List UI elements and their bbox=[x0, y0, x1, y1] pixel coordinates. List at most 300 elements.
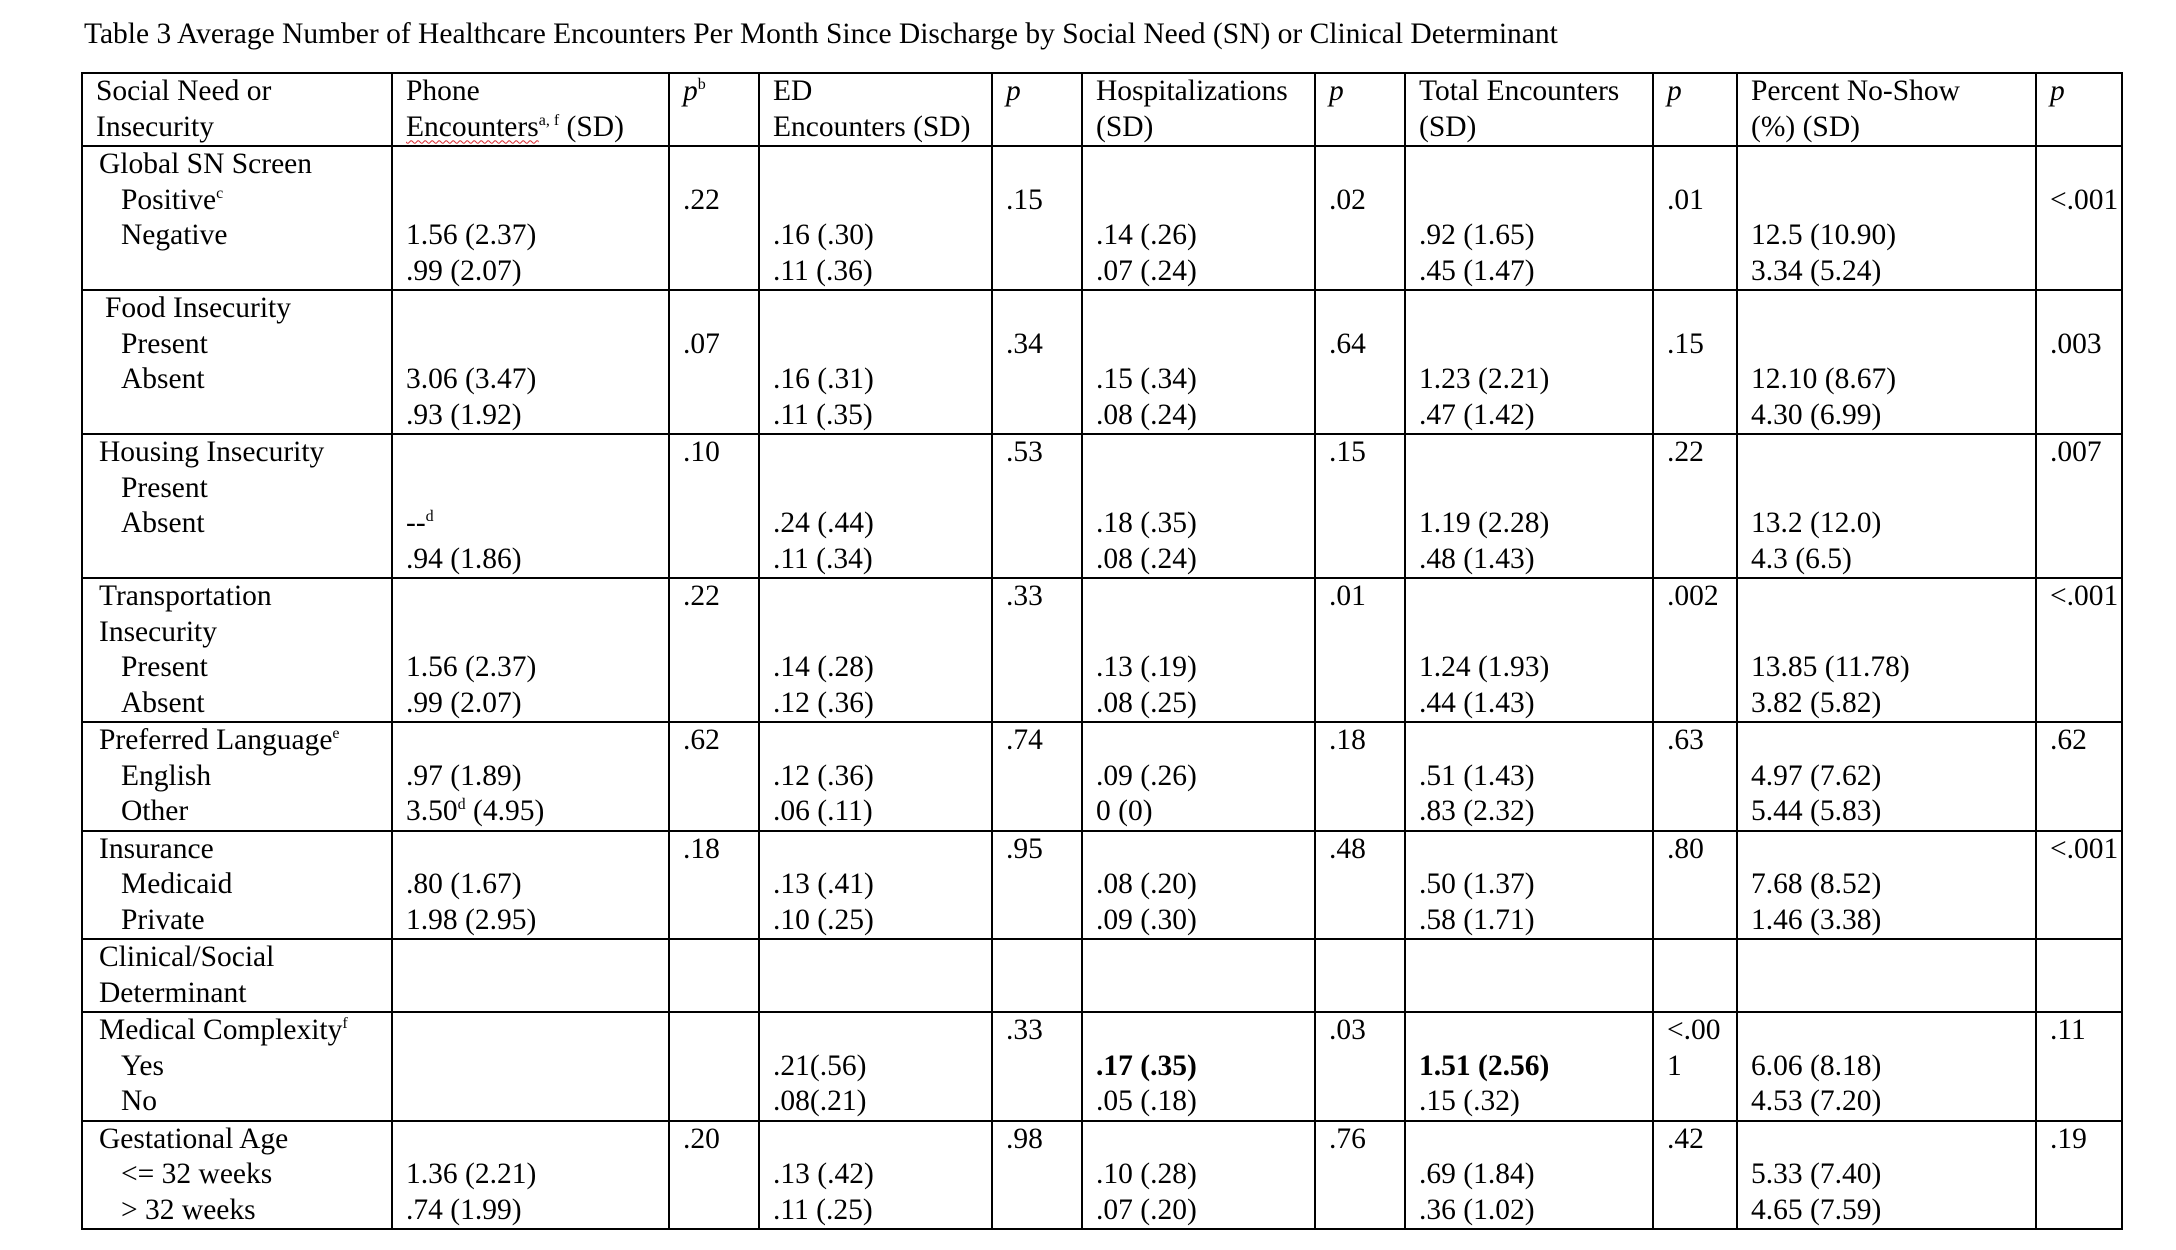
table-caption: Table 3 Average Number of Healthcare Encounters Per Month Since Discharge by Social Need (SN) or Clinical Determinant bbox=[84, 18, 1558, 50]
total-encounters-cell bbox=[1405, 1121, 1653, 1230]
cell-value bbox=[406, 794, 668, 830]
table-row bbox=[82, 434, 2122, 578]
cell-value bbox=[1096, 435, 1314, 471]
row-label-cell bbox=[82, 434, 392, 578]
table-row bbox=[82, 831, 2122, 940]
hospitalizations-cell bbox=[1082, 939, 1315, 1012]
cell-value: .99 (2.07) bbox=[406, 686, 522, 719]
table-row bbox=[82, 1121, 2122, 1230]
p-hosp-cell bbox=[1315, 722, 1405, 831]
p-ed-cell bbox=[992, 290, 1082, 434]
cell-value bbox=[1751, 832, 2035, 868]
cell-value bbox=[1096, 147, 1314, 183]
row-label-line bbox=[83, 327, 391, 363]
p-total-cell bbox=[1653, 939, 1737, 1012]
p-hosp-cell bbox=[1315, 434, 1405, 578]
cell-value: .94 (1.86) bbox=[406, 542, 522, 575]
cell-value: .74 (1.99) bbox=[406, 1193, 522, 1226]
cell-value bbox=[406, 615, 668, 651]
cell-value: <.001 bbox=[2050, 832, 2119, 865]
header-p-phone: $p^b$ bbox=[669, 73, 759, 146]
cell-value bbox=[1096, 471, 1314, 507]
cell-value: .11 (.34) bbox=[773, 542, 873, 575]
cell-value bbox=[406, 147, 668, 183]
cell-value: .08(.21) bbox=[773, 1085, 867, 1117]
row-label-cell bbox=[82, 722, 392, 831]
cell-value: .11 (.35) bbox=[773, 398, 873, 431]
cell-value: .07 (.24) bbox=[1096, 254, 1197, 287]
cell-value: .50 (1.37) bbox=[1419, 868, 1535, 900]
row-label-text: Medicaid bbox=[121, 868, 233, 900]
cell-value: 1.98 (2.95) bbox=[406, 903, 537, 936]
cell-value bbox=[773, 183, 991, 219]
cell-value: .22 bbox=[683, 183, 720, 216]
ed-encounters-cell bbox=[759, 722, 992, 831]
p-hosp-cell bbox=[1315, 146, 1405, 290]
cell-value: 1.24 (1.93) bbox=[1419, 651, 1550, 683]
row-label-line bbox=[83, 615, 391, 651]
row-label-cell bbox=[82, 1121, 392, 1230]
cell-value: .24 (.44) bbox=[773, 507, 874, 539]
cell-value bbox=[1667, 147, 1736, 183]
ed-encounters-cell bbox=[759, 434, 992, 578]
percent-no-show-cell bbox=[1737, 434, 2036, 578]
cell-value: .44 (1.43) bbox=[1419, 686, 1535, 719]
cell-value: .08 (.25) bbox=[1096, 686, 1197, 719]
cell-value: .13 (.41) bbox=[773, 868, 874, 900]
cell-value: .20 bbox=[683, 1122, 720, 1155]
p-no-show-cell bbox=[2036, 146, 2122, 290]
cell-value: .18 (.35) bbox=[1096, 507, 1197, 539]
table-row bbox=[82, 722, 2122, 831]
cell-value bbox=[1419, 615, 1652, 651]
p-total-cell bbox=[1653, 722, 1737, 831]
cell-value: 3.06 (3.47) bbox=[406, 363, 537, 395]
row-label-text: Yes bbox=[121, 1049, 164, 1082]
p-ed-cell bbox=[992, 146, 1082, 290]
cell-value: .64 bbox=[1329, 327, 1366, 360]
cell-value bbox=[1419, 435, 1652, 471]
p-hosp-cell bbox=[1315, 831, 1405, 940]
header-p-hosp: p bbox=[1315, 73, 1405, 146]
p-no-show-cell bbox=[2036, 831, 2122, 940]
header-total-encounters: Total Encounters (SD) bbox=[1405, 73, 1653, 146]
cell-value: .12 (.36) bbox=[773, 686, 874, 719]
cell-value bbox=[2050, 147, 2121, 183]
total-encounters-cell bbox=[1405, 1012, 1653, 1121]
row-label-line bbox=[83, 759, 391, 795]
phone-encounters-cell bbox=[392, 1012, 669, 1121]
cell-value: 4.97 (7.62) bbox=[1751, 759, 1882, 792]
cell-value: 4.65 (7.59) bbox=[1751, 1193, 1882, 1226]
cell-value: .99 (2.07) bbox=[406, 254, 522, 287]
ed-encounters-cell bbox=[759, 1121, 992, 1230]
cell-value bbox=[1419, 579, 1652, 615]
cell-value: .21(.56) bbox=[773, 1049, 867, 1082]
cell-value bbox=[1751, 1013, 2035, 1049]
row-label-line bbox=[83, 579, 391, 615]
cell-value bbox=[1751, 327, 2035, 363]
percent-no-show-cell bbox=[1737, 831, 2036, 940]
cell-value: .02 bbox=[1329, 183, 1366, 216]
row-label-cell bbox=[82, 1012, 392, 1121]
row-label-text: Other bbox=[121, 795, 189, 827]
row-label-text: Gestational Age bbox=[99, 1122, 289, 1155]
cell-value: .33 bbox=[1006, 1014, 1043, 1046]
header-p-total: p bbox=[1653, 73, 1737, 146]
row-label-text: Present bbox=[121, 471, 208, 504]
p-ed-cell bbox=[992, 722, 1082, 831]
cell-value: .74 bbox=[1006, 724, 1043, 756]
cell-value bbox=[2050, 291, 2121, 327]
cell-value: 1.36 (2.21) bbox=[406, 1158, 537, 1190]
row-label-line bbox=[83, 183, 391, 219]
cell-value bbox=[1751, 435, 2035, 471]
p-phone-cell bbox=[669, 1121, 759, 1230]
row-label-cell bbox=[82, 290, 392, 434]
row-label-text: Present bbox=[121, 651, 208, 683]
cell-value bbox=[1096, 579, 1314, 615]
cell-value: 1 bbox=[1667, 1049, 1682, 1082]
hospitalizations-cell bbox=[1082, 722, 1315, 831]
cell-value: 12.5 (10.90) bbox=[1751, 219, 1897, 251]
cell-value: 1.56 (2.37) bbox=[406, 219, 537, 251]
p-ed-cell bbox=[992, 434, 1082, 578]
cell-value: .13 (.42) bbox=[773, 1158, 874, 1190]
row-label-cell bbox=[82, 146, 392, 290]
percent-no-show-cell bbox=[1737, 1121, 2036, 1230]
header-row bbox=[82, 73, 2122, 146]
row-label-line bbox=[83, 291, 391, 327]
header-p-no-show: p bbox=[2036, 73, 2122, 146]
cell-value: .003 bbox=[2050, 327, 2102, 360]
ed-encounters-cell bbox=[759, 831, 992, 940]
percent-no-show-cell bbox=[1737, 1012, 2036, 1121]
cell-value-text: -- bbox=[406, 507, 426, 539]
cell-value: .07 bbox=[683, 327, 720, 360]
cell-value bbox=[1096, 832, 1314, 868]
ed-encounters-cell bbox=[759, 939, 992, 1012]
row-label-line bbox=[83, 1049, 391, 1085]
table-row bbox=[82, 290, 2122, 434]
p-total-cell bbox=[1653, 1012, 1737, 1121]
hospitalizations-cell bbox=[1082, 578, 1315, 722]
cell-value bbox=[773, 1122, 991, 1158]
cell-value: 4.3 (6.5) bbox=[1751, 542, 1852, 575]
row-label-line bbox=[83, 1084, 391, 1120]
cell-value: .18 bbox=[683, 832, 720, 865]
cell-value: .95 bbox=[1006, 832, 1043, 865]
row-label-text: Transportation bbox=[99, 580, 272, 612]
p-no-show-cell bbox=[2036, 939, 2122, 1012]
cell-value: .51 (1.43) bbox=[1419, 759, 1535, 792]
table-body bbox=[82, 146, 2122, 1229]
cell-value: .93 (1.92) bbox=[406, 398, 522, 431]
p-ed-cell bbox=[992, 831, 1082, 940]
row-label-line bbox=[83, 1157, 391, 1193]
cell-value: .15 bbox=[1329, 436, 1366, 468]
cell-value: 5.33 (7.40) bbox=[1751, 1158, 1882, 1190]
p-total-cell bbox=[1653, 290, 1737, 434]
p-no-show-cell bbox=[2036, 578, 2122, 722]
row-label-text: Preferred Language bbox=[99, 724, 333, 756]
cell-value: .45 (1.47) bbox=[1419, 254, 1535, 287]
cell-value: <.001 bbox=[2050, 183, 2119, 216]
cell-value: .01 bbox=[1329, 580, 1366, 612]
row-label-text: Present bbox=[121, 327, 208, 360]
cell-value: .05 (.18) bbox=[1096, 1085, 1197, 1117]
cell-value bbox=[406, 471, 668, 507]
row-label-text: <= 32 weeks bbox=[121, 1158, 273, 1190]
cell-value: .19 bbox=[2050, 1122, 2087, 1155]
row-label-text: Food Insecurity bbox=[105, 292, 291, 324]
row-label-text: Insecurity bbox=[99, 615, 217, 648]
p-no-show-cell bbox=[2036, 434, 2122, 578]
row-label-text: > 32 weeks bbox=[121, 1193, 256, 1226]
ed-encounters-cell bbox=[759, 146, 992, 290]
cell-value: 4.53 (7.20) bbox=[1751, 1085, 1882, 1117]
cell-value bbox=[1096, 183, 1314, 219]
p-phone-cell bbox=[669, 1012, 759, 1121]
ed-encounters-cell bbox=[759, 290, 992, 434]
cell-value: <.00 bbox=[1667, 1014, 1721, 1046]
cell-value: .42 bbox=[1667, 1122, 1704, 1155]
spellcheck-underline: Encounters bbox=[406, 110, 539, 143]
cell-value bbox=[1751, 291, 2035, 327]
p-phone-cell bbox=[669, 578, 759, 722]
cell-value: .33 bbox=[1006, 580, 1043, 612]
phone-encounters-cell bbox=[392, 434, 669, 578]
cell-value: .97 (1.89) bbox=[406, 759, 522, 792]
total-encounters-cell bbox=[1405, 146, 1653, 290]
cell-value bbox=[1419, 832, 1652, 868]
cell-value: .92 (1.65) bbox=[1419, 219, 1535, 251]
cell-value bbox=[683, 147, 758, 183]
row-label-text: Clinical/Social bbox=[99, 941, 275, 973]
p-phone-cell bbox=[669, 831, 759, 940]
hospitalizations-cell bbox=[1082, 1012, 1315, 1121]
cell-value: .03 bbox=[1329, 1014, 1366, 1046]
p-hosp-cell bbox=[1315, 290, 1405, 434]
cell-value bbox=[406, 327, 668, 363]
cell-value bbox=[1419, 1013, 1652, 1049]
percent-no-show-cell bbox=[1737, 290, 2036, 434]
row-label-text: Global SN Screen bbox=[99, 148, 313, 180]
cell-value: <.001 bbox=[2050, 580, 2119, 612]
cell-value: .80 (1.67) bbox=[406, 868, 522, 900]
phone-encounters-cell bbox=[392, 146, 669, 290]
row-label-text: Negative bbox=[121, 219, 228, 251]
footnote-marker: e bbox=[332, 725, 340, 742]
cell-value bbox=[1329, 147, 1404, 183]
p-phone-cell bbox=[669, 434, 759, 578]
cell-value bbox=[773, 291, 991, 327]
total-encounters-cell bbox=[1405, 290, 1653, 434]
hospitalizations-cell bbox=[1082, 831, 1315, 940]
cell-value: .01 bbox=[1667, 183, 1704, 216]
p-ed-cell bbox=[992, 939, 1082, 1012]
cell-value: 5.44 (5.83) bbox=[1751, 795, 1882, 827]
cell-value bbox=[1419, 183, 1652, 219]
cell-value: .10 bbox=[683, 436, 720, 468]
cell-value: .22 bbox=[1667, 436, 1704, 468]
cell-value bbox=[406, 183, 668, 219]
cell-value: .14 (.26) bbox=[1096, 219, 1197, 251]
row-label-line bbox=[83, 794, 391, 830]
cell-value bbox=[1329, 291, 1404, 327]
p-no-show-cell bbox=[2036, 722, 2122, 831]
cell-value bbox=[1667, 291, 1736, 327]
cell-value bbox=[1096, 723, 1314, 759]
row-label-text: Insurance bbox=[99, 832, 214, 865]
cell-value: .07 (.20) bbox=[1096, 1193, 1197, 1226]
row-label-text: Positive bbox=[121, 183, 217, 216]
cell-value bbox=[773, 832, 991, 868]
row-label-line bbox=[83, 147, 391, 183]
cell-value: .08 (.24) bbox=[1096, 398, 1197, 431]
cell-value bbox=[773, 435, 991, 471]
row-label-text: No bbox=[121, 1085, 158, 1117]
cell-value: .69 (1.84) bbox=[1419, 1158, 1535, 1190]
header-ed-encounters: ED Encounters (SD) bbox=[759, 73, 992, 146]
row-label-cell bbox=[82, 578, 392, 722]
row-label-line bbox=[83, 940, 391, 976]
cell-value: .83 (2.32) bbox=[1419, 795, 1535, 827]
cell-value bbox=[1096, 291, 1314, 327]
cell-value: .06 (.11) bbox=[773, 795, 873, 827]
cell-value: .18 bbox=[1329, 724, 1366, 756]
table-row bbox=[82, 146, 2122, 290]
row-label-text: English bbox=[121, 759, 212, 792]
cell-value bbox=[773, 1013, 991, 1049]
cell-value: 1.56 (2.37) bbox=[406, 651, 537, 683]
cell-value bbox=[1419, 147, 1652, 183]
footnote-marker: d bbox=[425, 508, 434, 525]
cell-value bbox=[1419, 723, 1652, 759]
p-total-cell bbox=[1653, 578, 1737, 722]
header-p-ed: p bbox=[992, 73, 1082, 146]
cell-value: .13 (.19) bbox=[1096, 651, 1197, 683]
phone-encounters-cell bbox=[392, 722, 669, 831]
cell-value: 1.19 (2.28) bbox=[1419, 507, 1550, 539]
cell-value bbox=[1751, 471, 2035, 507]
row-label-text: Medical Complexity bbox=[99, 1014, 343, 1046]
p-no-show-cell bbox=[2036, 1121, 2122, 1230]
cell-value: .58 (1.71) bbox=[1419, 903, 1535, 936]
cell-value bbox=[683, 291, 758, 327]
cell-value: .15 (.34) bbox=[1096, 363, 1197, 395]
total-encounters-cell bbox=[1405, 831, 1653, 940]
p-ed-cell bbox=[992, 1012, 1082, 1121]
row-label-text: Private bbox=[121, 903, 205, 936]
cell-value: .53 bbox=[1006, 436, 1043, 468]
row-label-line bbox=[83, 832, 391, 868]
row-label-line bbox=[83, 435, 391, 471]
percent-no-show-cell bbox=[1737, 578, 2036, 722]
cell-value: 7.68 (8.52) bbox=[1751, 868, 1882, 900]
cell-value: .48 bbox=[1329, 832, 1366, 865]
cell-value: .007 bbox=[2050, 436, 2102, 468]
cell-value bbox=[773, 147, 991, 183]
hospitalizations-cell bbox=[1082, 1121, 1315, 1230]
cell-value: .16 (.30) bbox=[773, 219, 874, 251]
row-label-line bbox=[83, 1193, 391, 1229]
cell-value: .47 (1.42) bbox=[1419, 398, 1535, 431]
cell-value bbox=[1751, 183, 2035, 219]
ed-encounters-cell bbox=[759, 1012, 992, 1121]
row-label-line bbox=[83, 362, 391, 398]
cell-value bbox=[773, 579, 991, 615]
cell-value: 4.30 (6.99) bbox=[1751, 398, 1882, 431]
cell-value: .14 (.28) bbox=[773, 651, 874, 683]
cell-value bbox=[1751, 1122, 2035, 1158]
total-encounters-cell bbox=[1405, 434, 1653, 578]
cell-value: .36 (1.02) bbox=[1419, 1193, 1535, 1226]
cell-value bbox=[406, 579, 668, 615]
cell-value: .11 (.25) bbox=[773, 1193, 873, 1226]
total-encounters-cell bbox=[1405, 939, 1653, 1012]
cell-value: .15 bbox=[1006, 183, 1043, 216]
cell-value: .10 (.25) bbox=[773, 903, 874, 936]
cell-value: .15 bbox=[1667, 327, 1704, 360]
row-label-line bbox=[83, 723, 391, 759]
cell-value bbox=[1751, 147, 2035, 183]
hospitalizations-cell bbox=[1082, 290, 1315, 434]
phone-encounters-cell bbox=[392, 1121, 669, 1230]
row-label-text: Determinant bbox=[99, 976, 247, 1009]
header-percent-no-show: Percent No-Show (%) (SD) bbox=[1737, 73, 2036, 146]
phone-encounters-cell bbox=[392, 939, 669, 1012]
cell-value bbox=[1419, 471, 1652, 507]
cell-value bbox=[1006, 291, 1081, 327]
header-social-need: Social Need or Insecurity bbox=[82, 73, 392, 146]
row-label-line bbox=[83, 506, 391, 542]
p-total-cell bbox=[1653, 434, 1737, 578]
cell-value bbox=[406, 1122, 668, 1158]
phone-encounters-cell bbox=[392, 831, 669, 940]
cell-value: 3.34 (5.24) bbox=[1751, 254, 1882, 287]
cell-value: 1.51 (2.56) bbox=[1419, 1049, 1550, 1082]
cell-value: 12.10 (8.67) bbox=[1751, 363, 1897, 395]
cell-value: .002 bbox=[1667, 580, 1719, 612]
row-label-text: Absent bbox=[121, 686, 205, 719]
table-row bbox=[82, 939, 2122, 1012]
row-label-line bbox=[83, 1013, 391, 1049]
row-label-line bbox=[83, 1122, 391, 1158]
footnote-marker: d bbox=[457, 796, 466, 813]
cell-value bbox=[1096, 1122, 1314, 1158]
cell-value: .11 bbox=[2050, 1014, 2086, 1046]
percent-no-show-cell bbox=[1737, 939, 2036, 1012]
cell-value bbox=[1096, 615, 1314, 651]
cell-value: .08 (.20) bbox=[1096, 868, 1197, 900]
cell-value bbox=[1751, 579, 2035, 615]
cell-value-text: 3.50 bbox=[406, 795, 458, 827]
p-ed-cell bbox=[992, 1121, 1082, 1230]
cell-value: .48 (1.43) bbox=[1419, 542, 1535, 575]
p-hosp-cell bbox=[1315, 1012, 1405, 1121]
percent-no-show-cell bbox=[1737, 722, 2036, 831]
cell-value: .10 (.28) bbox=[1096, 1158, 1197, 1190]
cell-value: .98 bbox=[1006, 1122, 1043, 1155]
cell-value: .22 bbox=[683, 580, 720, 612]
footnote-marker: f bbox=[342, 1015, 348, 1032]
total-encounters-cell bbox=[1405, 578, 1653, 722]
p-total-cell bbox=[1653, 1121, 1737, 1230]
cell-value: .80 bbox=[1667, 832, 1704, 865]
cell-value: .34 bbox=[1006, 327, 1043, 360]
cell-value bbox=[1751, 615, 2035, 651]
